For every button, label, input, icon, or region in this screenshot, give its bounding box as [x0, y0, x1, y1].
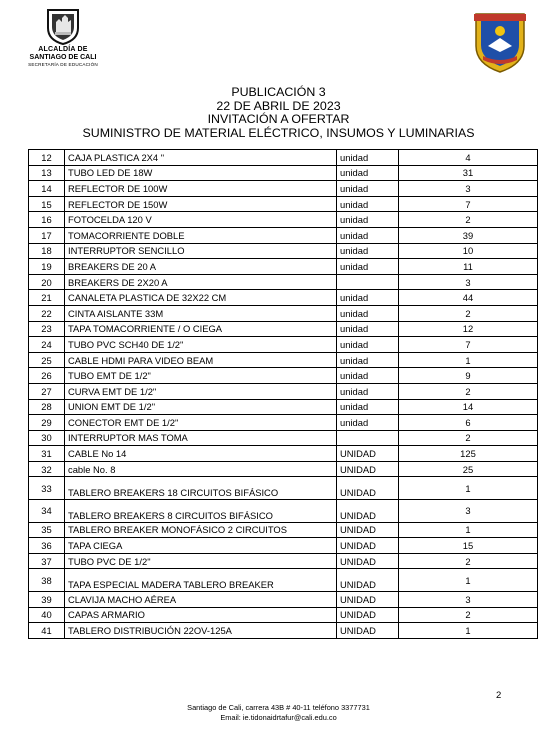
item-number: 29 [29, 415, 65, 431]
item-unit: unidad [337, 165, 399, 181]
table-row [29, 274, 538, 290]
item-unit: UNIDAD [337, 500, 399, 523]
item-number: 17 [29, 227, 65, 243]
table-row [29, 150, 538, 166]
item-unit: unidad [337, 337, 399, 353]
item-number: 28 [29, 399, 65, 415]
item-unit: unidad [337, 290, 399, 306]
item-quantity: 25 [399, 461, 538, 477]
item-unit: UNIDAD [337, 623, 399, 639]
item-quantity: 1 [399, 522, 538, 538]
item-unit: UNIDAD [337, 461, 399, 477]
table-row [29, 399, 538, 415]
item-quantity: 31 [399, 165, 538, 181]
item-number: 25 [29, 352, 65, 368]
item-number: 26 [29, 368, 65, 384]
table-row [29, 383, 538, 399]
item-unit: unidad [337, 305, 399, 321]
item-description: TAPA TOMACORRIENTE / O CIEGA [65, 321, 337, 337]
table-row [29, 227, 538, 243]
alcaldia-logo [18, 6, 108, 68]
item-unit: unidad [337, 321, 399, 337]
item-quantity: 9 [399, 368, 538, 384]
item-number: 27 [29, 383, 65, 399]
item-number: 37 [29, 553, 65, 569]
item-description: CLAVIJA MACHO AÉREA [65, 592, 337, 608]
item-quantity: 3 [399, 181, 538, 197]
item-number: 24 [29, 337, 65, 353]
item-number: 41 [29, 623, 65, 639]
item-description: REFLECTOR DE 100W [65, 181, 337, 197]
table-row [29, 243, 538, 259]
item-quantity: 2 [399, 212, 538, 228]
item-number: 16 [29, 212, 65, 228]
table-row [29, 321, 538, 337]
item-quantity: 3 [399, 274, 538, 290]
item-description: TABLERO BREAKERS 8 CIRCUITOS BIFÁSICO [65, 500, 337, 523]
item-number: 39 [29, 592, 65, 608]
table-row [29, 415, 538, 431]
item-description: TUBO PVC DE 1/2" [65, 553, 337, 569]
item-quantity: 44 [399, 290, 538, 306]
item-quantity: 3 [399, 592, 538, 608]
school-crest-icon [470, 8, 530, 74]
item-number: 23 [29, 321, 65, 337]
item-quantity: 2 [399, 607, 538, 623]
item-number: 18 [29, 243, 65, 259]
item-description: TAPA ESPECIAL MADERA TABLERO BREAKER [65, 569, 337, 592]
item-description: UNION EMT DE 1/2" [65, 399, 337, 415]
item-number: 14 [29, 181, 65, 197]
item-number: 19 [29, 259, 65, 275]
item-unit: UNIDAD [337, 592, 399, 608]
footer [0, 703, 557, 722]
publication-date: 22 DE ABRIL DE 2023 [216, 98, 341, 113]
item-description: TUBO EMT DE 1/2" [65, 368, 337, 384]
item-description: INTERRUPTOR MAS TOMA [65, 430, 337, 446]
item-quantity: 12 [399, 321, 538, 337]
item-number: 32 [29, 461, 65, 477]
item-description: TABLERO DISTRIBUCIÓN 22OV-125A [65, 623, 337, 639]
item-description: TABLERO BREAKER MONOFÁSICO 2 CIRCUITOS [65, 522, 337, 538]
table-row [29, 446, 538, 462]
item-description: REFLECTOR DE 150W [65, 196, 337, 212]
item-unit: UNIDAD [337, 446, 399, 462]
logo-line-3: SECRETARÍA DE EDUCACIÓN [28, 62, 98, 67]
item-unit: unidad [337, 243, 399, 259]
table-row [29, 305, 538, 321]
table-row [29, 522, 538, 538]
item-unit: UNIDAD [337, 522, 399, 538]
item-description: CINTA AISLANTE 33M [65, 305, 337, 321]
item-quantity: 1 [399, 569, 538, 592]
city-crest-icon [44, 6, 82, 46]
table-row [29, 623, 538, 639]
item-description: CABLE No 14 [65, 446, 337, 462]
item-quantity: 1 [399, 352, 538, 368]
item-description: CURVA EMT DE 1/2" [65, 383, 337, 399]
item-description: TUBO LED DE 18W [65, 165, 337, 181]
table-row [29, 592, 538, 608]
table-row [29, 352, 538, 368]
table-row [29, 290, 538, 306]
publication-title: PUBLICACIÓN 3 [231, 85, 326, 99]
item-unit: unidad [337, 415, 399, 431]
item-unit: unidad [337, 196, 399, 212]
item-number: 34 [29, 500, 65, 523]
item-unit: unidad [337, 383, 399, 399]
page-number: 2 [496, 690, 502, 701]
item-unit: unidad [337, 399, 399, 415]
item-description: TUBO PVC SCH40 DE 1/2" [65, 337, 337, 353]
item-quantity: 7 [399, 196, 538, 212]
item-description: TOMACORRIENTE DOBLE [65, 227, 337, 243]
item-unit: UNIDAD [337, 553, 399, 569]
table-row [29, 165, 538, 181]
item-number: 21 [29, 290, 65, 306]
item-quantity: 1 [399, 623, 538, 639]
item-quantity: 10 [399, 243, 538, 259]
item-unit [337, 430, 399, 446]
table-row [29, 553, 538, 569]
logo-line-2: SANTIAGO DE CALI [29, 54, 97, 61]
item-description: INTERRUPTOR SENCILLO [65, 243, 337, 259]
footer-email: Email: ie.tidonaidrtafur@cali.edu.co [220, 712, 337, 722]
item-number: 36 [29, 538, 65, 554]
item-description: BREAKERS DE 2X20 A [65, 274, 337, 290]
item-unit: unidad [337, 227, 399, 243]
item-number: 20 [29, 274, 65, 290]
item-unit: unidad [337, 259, 399, 275]
item-quantity: 11 [399, 259, 538, 275]
item-quantity: 2 [399, 383, 538, 399]
item-number: 13 [29, 165, 65, 181]
item-unit: unidad [337, 368, 399, 384]
table-row [29, 477, 538, 500]
item-description: CABLE HDMI PARA VIDEO BEAM [65, 352, 337, 368]
invitation-title: INVITACIÓN A OFERTAR [207, 112, 350, 127]
table-row [29, 500, 538, 523]
table-row [29, 538, 538, 554]
table-row [29, 607, 538, 623]
table-row [29, 430, 538, 446]
item-quantity: 14 [399, 399, 538, 415]
logo-line-1: ALCALDÍA DE [38, 46, 88, 53]
items-table [28, 149, 538, 639]
item-number: 22 [29, 305, 65, 321]
item-quantity: 125 [399, 446, 538, 462]
item-description: TABLERO BREAKERS 18 CIRCUITOS BIFÁSICO [65, 477, 337, 500]
item-quantity: 2 [399, 305, 538, 321]
table-row [29, 259, 538, 275]
table-row [29, 368, 538, 384]
item-description: BREAKERS DE 20 A [65, 259, 337, 275]
item-unit: UNIDAD [337, 607, 399, 623]
item-unit: UNIDAD [337, 538, 399, 554]
item-description: CAPAS ARMARIO [65, 607, 337, 623]
item-number: 40 [29, 607, 65, 623]
table-row [29, 212, 538, 228]
item-number: 31 [29, 446, 65, 462]
item-quantity: 15 [399, 538, 538, 554]
item-number: 30 [29, 430, 65, 446]
table-row [29, 569, 538, 592]
item-description: cable No. 8 [65, 461, 337, 477]
item-unit: unidad [337, 150, 399, 166]
item-unit: unidad [337, 352, 399, 368]
table-row [29, 181, 538, 197]
item-number: 35 [29, 522, 65, 538]
item-number: 38 [29, 569, 65, 592]
item-description: CAJA PLASTICA 2X4 " [65, 150, 337, 166]
item-unit: UNIDAD [337, 569, 399, 592]
supply-title: SUMINISTRO DE MATERIAL ELÉCTRICO, INSUMOS Y LUMINARIAS [82, 125, 475, 140]
item-unit [337, 274, 399, 290]
table-row [29, 196, 538, 212]
item-quantity: 4 [399, 150, 538, 166]
item-quantity: 3 [399, 500, 538, 523]
item-description: CONECTOR EMT DE 1/2" [65, 415, 337, 431]
item-quantity: 2 [399, 553, 538, 569]
item-number: 15 [29, 196, 65, 212]
item-quantity: 2 [399, 430, 538, 446]
item-unit: unidad [337, 181, 399, 197]
table-row [29, 461, 538, 477]
item-description: FOTOCELDA 120 V [65, 212, 337, 228]
document-header [0, 86, 557, 140]
footer-address: Santiago de Cali, carrera 43B # 40-11 teléfono 3377731 [187, 703, 370, 712]
item-number: 33 [29, 477, 65, 500]
item-description: TAPA CIEGA [65, 538, 337, 554]
item-unit: unidad [337, 212, 399, 228]
item-quantity: 1 [399, 477, 538, 500]
item-quantity: 7 [399, 337, 538, 353]
item-number: 12 [29, 150, 65, 166]
item-quantity: 39 [399, 227, 538, 243]
item-description: CANALETA PLASTICA DE 32X22 CM [65, 290, 337, 306]
item-unit: UNIDAD [337, 477, 399, 500]
table-row [29, 337, 538, 353]
item-quantity: 6 [399, 415, 538, 431]
